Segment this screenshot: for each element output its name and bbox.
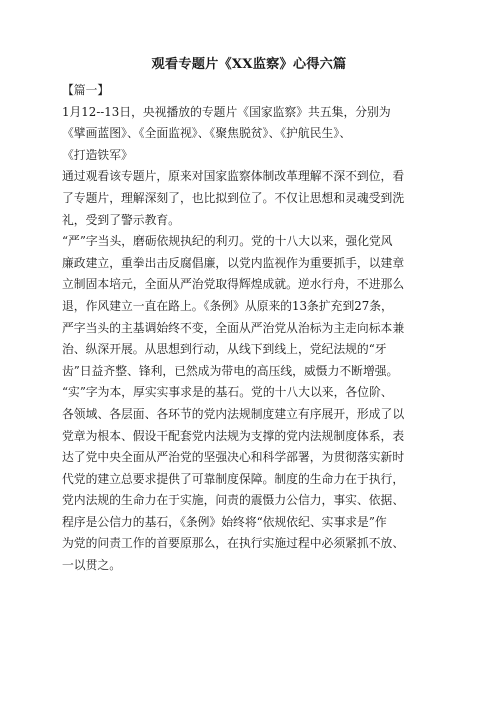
paragraph-2: 通过观看该专题片，原来对国家监察体制改革理解不深不到位，看 了专题片，理解深刻了，也比拟到位了。不仅让思想和灵魂受到洗 礼，受到了警示教育。 — [62, 169, 405, 227]
paragraph-1: 1月12--13日，央视播放的专题片《国家监察》共五集，分别为 《擘画蓝图》、《全面监视》、《聚焦脱贫》、《护航民生》、 《打造铁军》 — [62, 104, 391, 162]
document-title: 观看专题片《XX监察》心得六篇 — [151, 57, 347, 72]
paragraph-4: “实”字为本，厚实实事求是的基石。党的十八大以来，各位阶、 各领域、各层面、各环节的党内法规制度建立有序展开，形成了以 党章为根本、假设干配套党内法规为支撑的党内法规制度体系，表 达了党中央全面从严治党的坚强决心和科学部署，为贯彻落实新时 代党的建立总要求提供了可靠制度保障。制度的生命力在于执行， 党内法规的生命力在于实施，问责的震慑力公信力，事实、依据、 程序是公信力的基石，《条例》始终将“依规依纪、实事求是”作 为党的问责工作的首要原那么，在执行实施过程中必须紧抓不放、 一以贯之。 — [62, 385, 405, 573]
document-page — [62, 56, 436, 577]
paragraph-3: “严”字当头，磨砺依规执纪的利刃。党的十八大以来，强化党风 廉政建立，重拳出击反腐倡廉，以党内监视作为重要抓手，以建章 立制固本培元，全面从严治党取得辉煌成就。逆水行舟，不进那么 退，作风建立一直在路上。《条例》从原来的13条扩充到27条， 严字当头的主基调始终不变，全面从严治党从治标为主走向标本兼 治、纵深开展。从思想到行动，从线下到线上，党纪法规的“牙 齿”日益齐整、锋利，已然成为带电的高压线，威慑力不断增强。 — [62, 234, 405, 378]
section-label: 【篇一】 — [62, 83, 110, 97]
